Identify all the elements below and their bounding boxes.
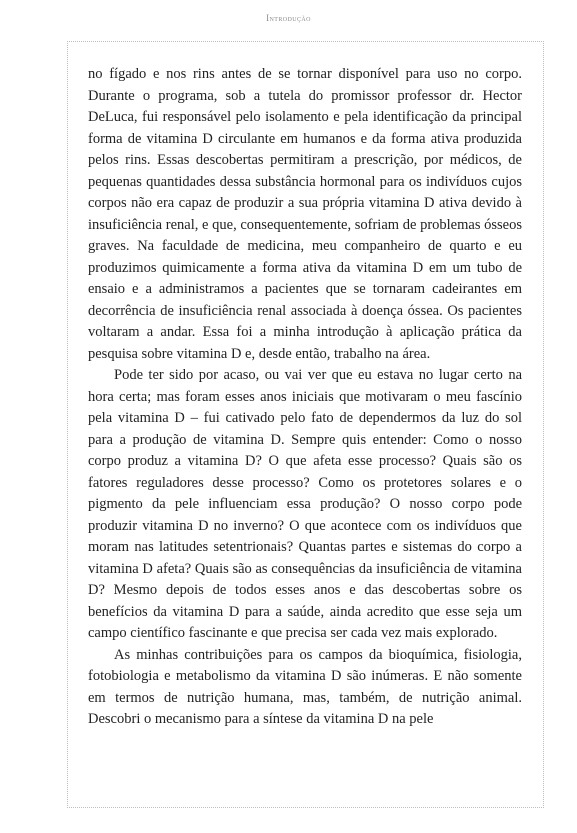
paragraph-motivation: Pode ter sido por acaso, ou vai ver que eu estava no lugar certo na hora certa; mas foram esses anos iniciais que motivaram o meu fascínio pela vitamina D – fui cativado pelo fato de dependermos da luz do sol para a produção de vitamina D. Sempre quis entender: Como o nosso corpo produz a vitamina D? O que afeta esse processo? Quais são os fatores reguladores desse processo? Como os protetores solares e o pigmento da pele influenciam essa produção? O nosso corpo pode produzir vitamina D no inverno? O que acontece com os indivíduos que moram nas latitudes setentrionais? Quantas partes e sistemas do corpo a vitamina D afeta? Quais são as consequências da insuficiência de vitamina D? Mesmo depois de todos esses anos e das descobertas sobre os benefícios da vitamina D para a saúde, ainda acredito que esse seja um campo científico fascinante e que precisa ser cada vez mais explorado. [88,367,522,641]
running-header: Introdução [266,13,311,23]
body-text [88,64,522,731]
paragraph-continuation: no fígado e nos rins antes de se tornar disponível para uso no corpo. Durante o programa, sob a tutela do promissor professor dr. Hector DeLuca, fui responsável pelo isolamento e pela identificação da principal forma de vitamina D circulante em humanos e da forma ativa produzida pelos rins. Essas descobertas permitiram a prescrição, por médicos, de pequenas quantidades dessa substância hormonal para os indivíduos cujos corpos não era capaz de produzir a sua própria vitamina D ativa devido à insuficiência renal, e que, consequentemente, sofriam de problemas ósseos graves. Na faculdade de medicina, meu companheiro de quarto e eu produzimos quimicamente a forma ativa da vitamina D em um tubo de ensaio e a administramos a pacientes que se tornaram cadeirantes em decorrência de insuficiência renal associada à doença óssea. Os pacientes voltaram a andar. Essa foi a minha introdução à aplicação prática da pesquisa sobre vitamina D e, desde então, trabalho na área. [88,66,522,362]
paragraph-contributions: As minhas contribuições para os campos da bioquímica, fisiologia, fotobiologia e metabolismo da vitamina D são inúmeras. E não somente em termos de nutrição humana, mas, também, de nutrição animal. Descobri o mecanismo para a síntese da vitamina D na pele [88,646,522,727]
